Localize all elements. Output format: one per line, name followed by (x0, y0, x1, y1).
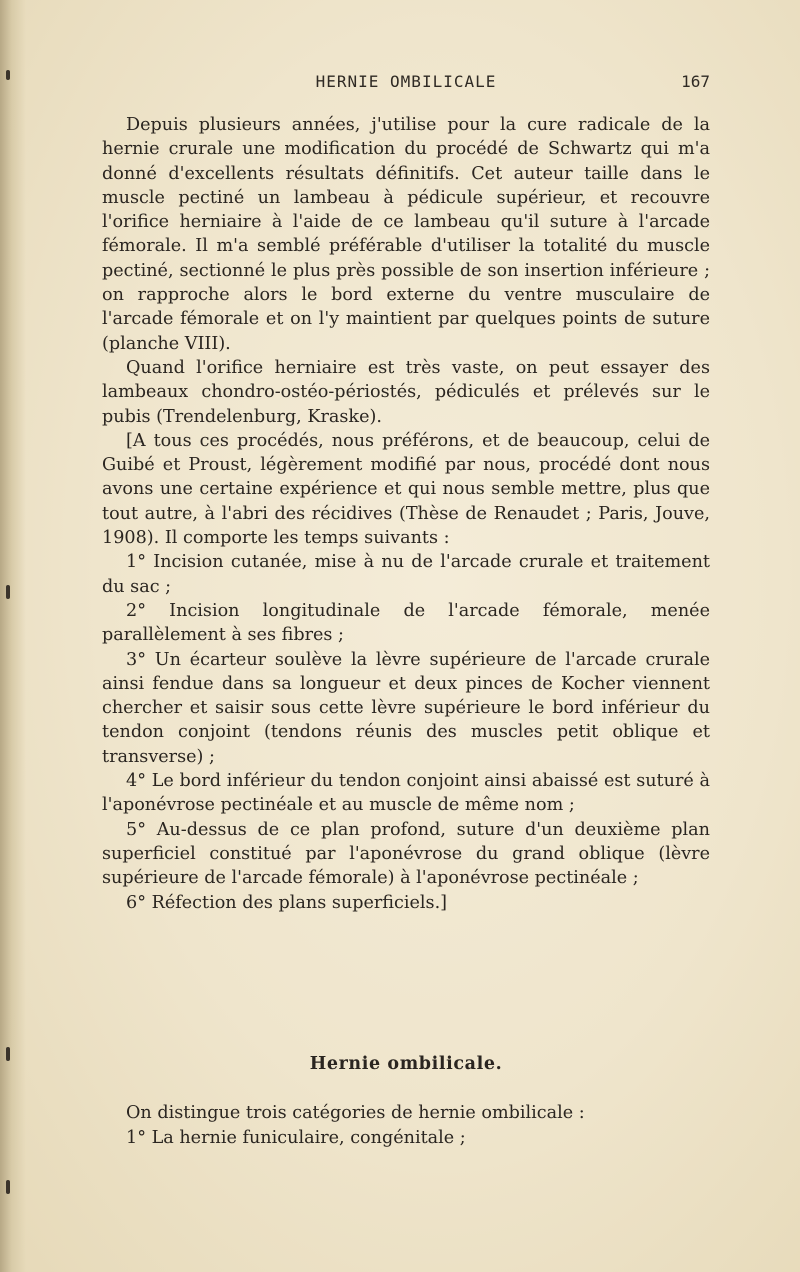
paragraph: [A tous ces procédés, nous préférons, et de beaucoup, celui de Guibé et Proust, légèrement modifié par nous, procédé dont nous avons une certaine expérience et qui nous semble mettre, plus que tout autre, à l'abri des récidives (Thèse de Renaudet ; Paris, Jouve, 1908). Il comporte les temps suivants : (102, 430, 710, 549)
list-item: 5° Au-dessus de ce plan profond, suture d'un deuxième plan superficiel constitué par l'aponévrose du grand oblique (lèvre supérieure de l'arcade fémorale) à l'aponévrose pectinéale ; (102, 819, 710, 889)
list-item: 2° Incision longitudinale de l'arcade fémorale, menée parallèlement à ses fibres ; (102, 600, 710, 646)
list-item: 6° Réfection des plans superficiels.] (126, 892, 448, 913)
paragraph: Quand l'orifice herniaire est très vaste, on peut essayer des lambeaux chondro-ostéo-périostés, pédiculés et prélevés sur le pubis (Trendelenburg, Kraske). (102, 357, 710, 427)
edge-mark (6, 585, 10, 599)
running-title: HERNIE OMBILICALE (315, 72, 497, 91)
list-item: 1° Incision cutanée, mise à nu de l'arcade crurale et traitement du sac ; (102, 552, 710, 597)
spine-shadow (0, 0, 26, 1272)
section-text (102, 1101, 710, 1151)
paragraph: On distingue trois catégories de hernie ombilicale : (126, 1103, 585, 1123)
edge-mark (6, 1047, 10, 1061)
body-text (102, 113, 710, 915)
edge-mark (6, 1180, 10, 1194)
edge-mark (6, 70, 10, 80)
paragraph: Depuis plusieurs années, j'utilise pour la cure radicale de la hernie crurale une modification du procédé de Schwartz qui m'a donné d'excellents résultats définitifs. Cet auteur taille dans le muscle pectiné un lambeau à pédicule supérieur, et recouvre l'orifice herniaire à l'aide de ce lambeau qu'il suture à l'arcade fémorale. Il m'a semblé préférable d'utiliser la totalité du muscle pectiné, sectionné le plus près possible de son insertion inférieure ; on rapproche alors le bord externe du ventre musculaire de l'arcade fémorale et on l'y maintient par quelques points de suture (planche VIII). (102, 115, 710, 354)
section-heading: Hernie ombilicale. (309, 1054, 503, 1074)
page-number: 167 (681, 72, 710, 91)
list-item: 3° Un écarteur soulève la lèvre supérieure de l'arcade crurale ainsi fendue dans sa longueur et deux pinces de Kocher viennent chercher et saisir sous cette lèvre supérieure le bord inférieur du tendon conjoint (tendons réunis des muscles petit oblique et transverse) ; (102, 649, 710, 767)
list-item: 4° Le bord inférieur du tendon conjoint ainsi abaissé est suturé à l'aponévrose pectinéale et au muscle de même nom ; (102, 771, 710, 816)
page-header (102, 72, 710, 96)
list-item: 1° La hernie funiculaire, congénitale ; (126, 1128, 466, 1148)
